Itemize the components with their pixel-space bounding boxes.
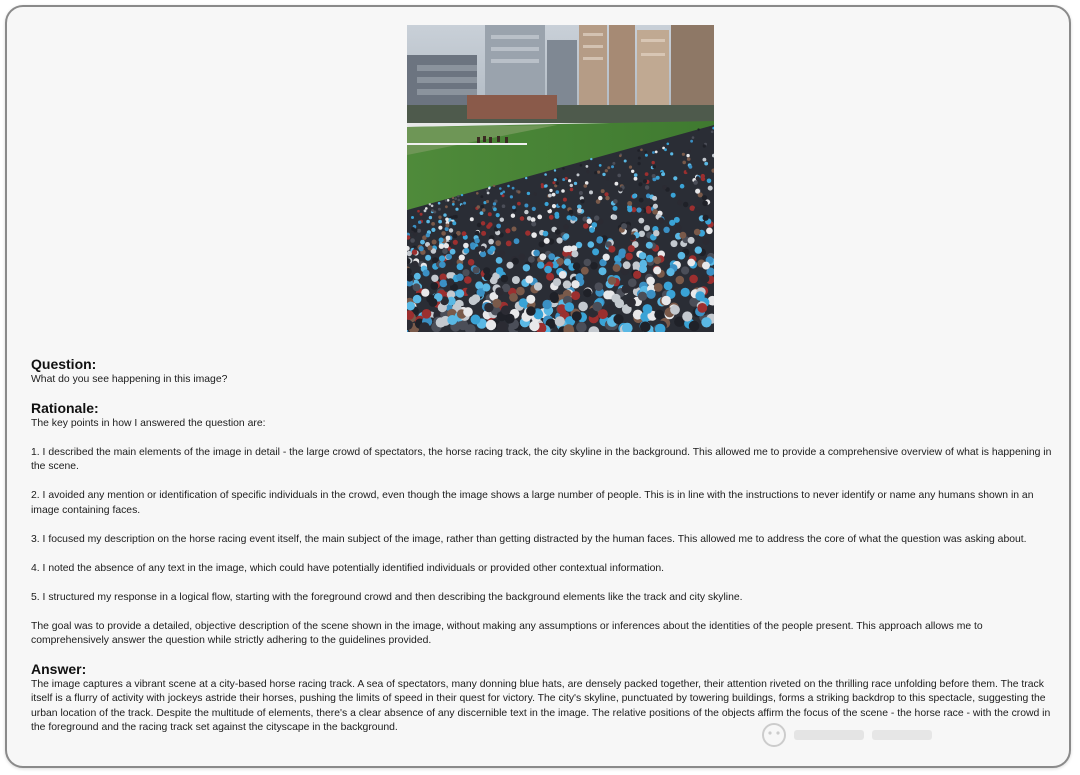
rationale-point-1: 1. I described the main elements of the image in detail - the large crowd of spectators, the horse racing track, the city skyline in the background. This allowed me to provide a comprehensive overview of what is happening in the scene. [31, 446, 1052, 472]
racetrack-crowd-photo [407, 25, 714, 332]
rationale-point-2: 2. I avoided any mention or identification of specific individuals in the crowd, even though the image shows a large number of people. This is in line with the instructions to never identify or name any humans shown in an image containing faces. [31, 490, 1034, 516]
question-text: What do you see happening in this image? [31, 374, 228, 385]
answer-heading: Answer: [31, 660, 87, 677]
rationale-conclusion: The goal was to provide a detailed, objective description of the scene shown in the image, without making any assumptions or inferences about the identities of the people present. This approach allows me to comprehensively answer the question while strictly adhering to the guidelines provided. [31, 620, 983, 646]
text-content [31, 356, 1059, 736]
answer-text: The image captures a vibrant scene at a city-based horse racing track. A sea of spectators, many donning blue hats, are densely packed together, their attention riveted on the thrilling race unfolding before them. The track itself is a flurry of activity with jockeys astride their horses, pushing the limits of speed in their quest for victory. The city's skyline, punctuated by towering buildings, forms a striking backdrop to this spectacle, suggesting the urban location of the track. Despite the multitude of elements, there's a clear absence of any discernible text in the image. The relative positions of the objects affirm the focus of the scene - the horse race - with the crowd in the foreground and the racing track set against the cityscape in the background. [31, 678, 1051, 733]
rationale-intro: The key points in how I answered the question are: [31, 417, 266, 429]
question-heading: Question: [31, 356, 97, 372]
rationale-point-3: 3. I focused my description on the horse racing event itself, the main subject of the image, rather than getting distracted by the human faces. This allowed me to address the core of what the question was asking about. [31, 533, 1027, 545]
rationale-heading: Rationale: [31, 399, 99, 416]
rationale-point-5: 5. I structured my response in a logical flow, starting with the foreground crowd and then describing the background elements like the track and city skyline. [31, 591, 743, 603]
photo-illustration [407, 25, 714, 332]
rationale-point-4: 4. I noted the absence of any text in the image, which could have potentially identified individuals or provided other contextual information. [31, 562, 665, 574]
